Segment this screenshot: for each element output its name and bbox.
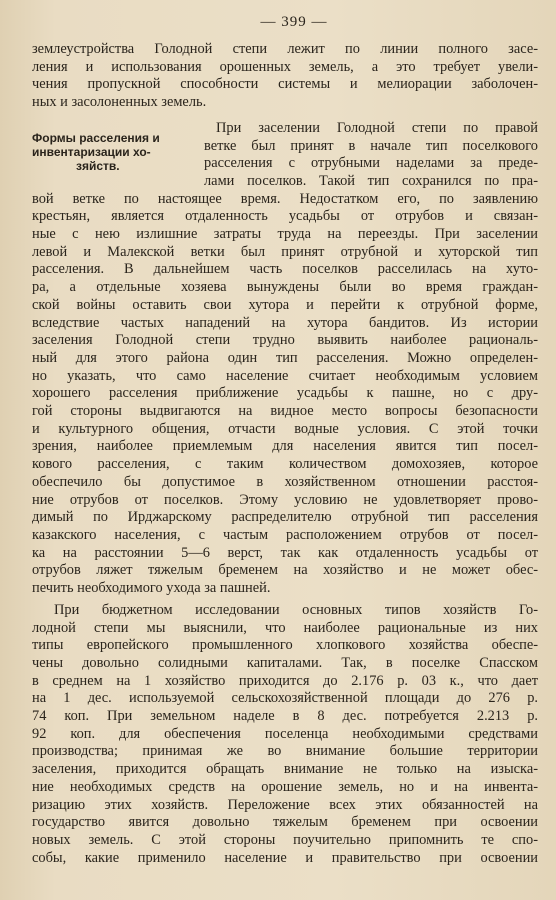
text-line: ризацию этих хозяйств. Переложение всех этих обязанностей на xyxy=(32,796,538,813)
text-line: собы, какие применило население и правительство при освоении xyxy=(32,849,538,866)
text-line: обеспечило бы допустимое в хозяйственном отношении расстоя- xyxy=(32,473,538,490)
text-line: заселения Голодной степи трудно выявить наиболее рациональ- xyxy=(32,332,538,349)
text-line: новых земель. С этой стороны поучительно припомнить те спо- xyxy=(32,831,538,848)
settlement-section xyxy=(32,120,538,191)
text-line: но указать, что само население считает необходимым условием xyxy=(32,367,538,384)
text-line: в среднем на 1 хозяйство приходится до 2.176 р. 03 к., что дает xyxy=(32,672,538,689)
text-line: и культурного общения, отчасти водные условия. С этой точки xyxy=(32,420,538,437)
text-line: казакского населения, с частым расположением отрубов от посел- xyxy=(32,526,538,543)
text-line: ка на расстоянии 5—6 верст, так как отдаленность усадьбы от xyxy=(32,544,538,561)
side-heading-line: зяйств. xyxy=(76,159,120,174)
text-line: левой и Малекской ветки был принят отрубной и хуторской тип xyxy=(32,243,538,260)
text-line: чены довольно солидными капиталами. Так, в поселке Спасском xyxy=(32,654,538,671)
text-line: лодной степи мы выяснили, что наиболее рациональные из них xyxy=(32,619,538,636)
text-line: ра, а отдельные хозяева вынуждены были во время граждан- xyxy=(32,279,538,296)
text-line: расселения. В дальнейшем часть поселков расселилась на хуто- xyxy=(32,261,538,278)
budget-paragraph xyxy=(32,602,538,868)
text-line: ный для этого района один тип расселения. Можно определен- xyxy=(32,349,538,366)
text-line: зрения, наиболее приемлемым для населения явится тип посел- xyxy=(32,438,538,455)
side-heading-line: Формы расселения и xyxy=(32,130,160,145)
page-number: — 399 — xyxy=(260,14,328,30)
body-text xyxy=(32,41,538,867)
text-line: отрубов ляжет тяжелым бременем на хозяйство и не может обес- xyxy=(32,562,538,579)
text-line: ветке был принят в начале тип поселкового xyxy=(204,137,538,154)
text-line: хорошего расселения приближение усадьбы к пашне, но с дру- xyxy=(32,385,538,402)
text-line: заселения, приходится обращать внимание не только на изыска- xyxy=(32,761,538,778)
text-line: чения пропускной способности системы и мелиорации заболочен- xyxy=(32,76,538,93)
text-line: ных и засолоненных земель. xyxy=(32,94,207,111)
text-line: ние отрубов от поселков. Этому условию не удовлетворяет прово- xyxy=(32,491,538,508)
text-line: вследствие частых нападений на хутора бандитов. Из истории xyxy=(32,314,538,331)
text-line: вой ветке по настоящее время. Недостатком его, по заявлению xyxy=(32,190,538,207)
text-line: крестьян, является отдаленность усадьбы от отрубов и связан- xyxy=(32,208,538,225)
text-line: расселения с отрубными наделами за преде- xyxy=(204,155,538,172)
text-line: на 1 дес. используемой сельскохозяйственной площади до 276 р. xyxy=(32,690,538,707)
text-line: землеустройства Голодной степи лежит по линии полного засе- xyxy=(32,41,538,57)
text-line: При бюджетном исследовании основных типов хозяйств Го- xyxy=(54,601,538,618)
text-line: типы европейского промышленного хлопкового хозяйства обеспе- xyxy=(32,637,538,654)
text-line: кового расселения, с таким количеством домохозяев, которое xyxy=(32,456,538,473)
text-line: производства; принимая же во внимание большие территории xyxy=(32,743,538,760)
text-line: димый по Ирджарскому распределителю отрубной тип расселения xyxy=(32,509,538,526)
intro-paragraph xyxy=(32,41,538,112)
text-line: печить необходимого ухода за пашней. xyxy=(32,580,271,597)
text-line: 74 коп. При земельном наделе в 8 дес. потребуется 2.213 р. xyxy=(32,708,538,725)
text-line: 92 коп. для обеспечения поселенца необходимыми средствами xyxy=(32,725,538,742)
text-line: ской войны оставить свои хутора и перейти к отрубной форме, xyxy=(32,296,538,313)
side-heading xyxy=(32,131,192,174)
side-heading-line: инвентаризации хо- xyxy=(32,145,151,160)
text-line: ние необходимых средств на орошение земель, но и на инвента- xyxy=(32,778,538,795)
text-line: лами поселков. Такой тип сохранился по пра- xyxy=(204,172,538,189)
text-line: гой стороны выдвигаются на видное место вопросы безопасности xyxy=(32,403,538,420)
text-line: При заселении Голодной степи по правой xyxy=(216,119,538,136)
text-line: государство явится довольно тяжелым бременем при освоении xyxy=(32,814,538,831)
text-line: ные с нею излишние затраты труда на переезды. При заселении xyxy=(32,226,538,243)
text-line: ления и использования орошенных земель, а это требует увели- xyxy=(32,58,538,75)
settlement-paragraph-continued xyxy=(32,191,538,598)
